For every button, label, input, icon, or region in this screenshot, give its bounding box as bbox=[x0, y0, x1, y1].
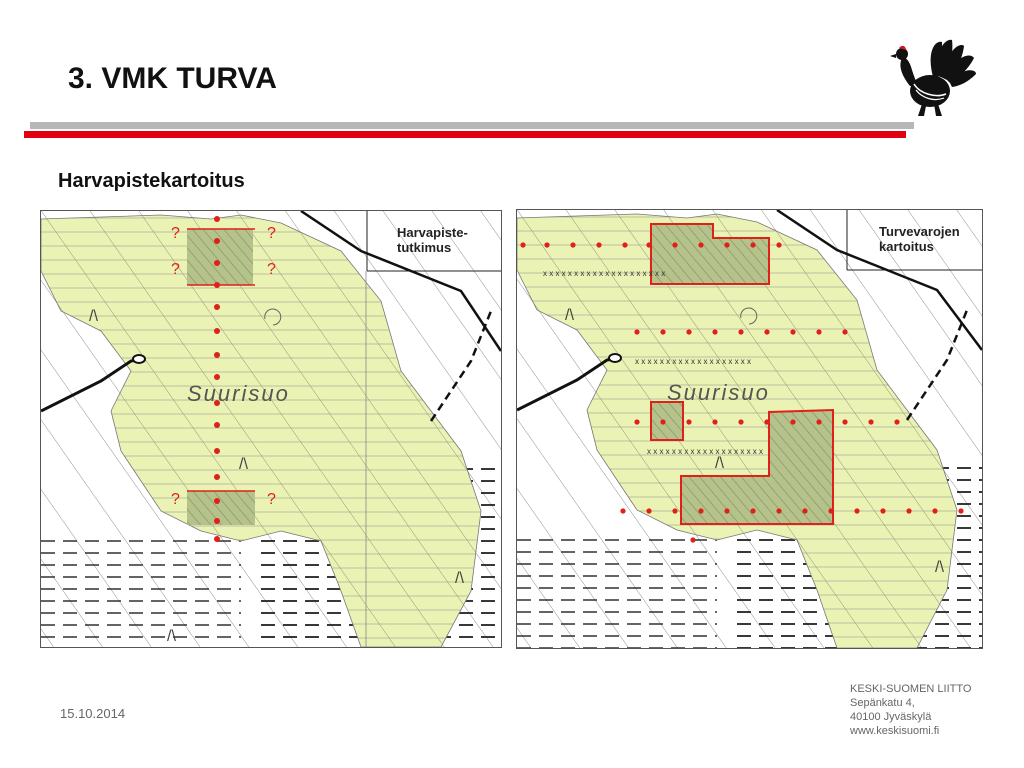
map-left-place-name: Suurisuo bbox=[187, 381, 290, 406]
question-marker: ? bbox=[171, 225, 180, 242]
svg-text:/\: /\ bbox=[89, 308, 98, 325]
question-marker: ? bbox=[267, 491, 276, 508]
map-turvevarojen-kartoitus bbox=[516, 209, 983, 649]
svg-text:x x x x x x x x x x x x x x x: x x x x x x x x x x x x x x x x x x x bbox=[635, 357, 752, 366]
svg-text:x x x x x x x x x x x x x x x: x x x x x x x x x x x x x x x x x x x bbox=[647, 447, 764, 456]
org-city: 40100 Jyväskylä bbox=[850, 711, 932, 723]
question-marker: ? bbox=[267, 261, 276, 278]
footer-date: 15.10.2014 bbox=[60, 706, 126, 721]
svg-text:x x x x x x x x x x x x x x x: x x x x x x x x x x x x x x x x x x x x bbox=[543, 269, 666, 278]
svg-text:/\: /\ bbox=[239, 456, 248, 473]
question-marker: ? bbox=[171, 491, 180, 508]
question-marker: ? bbox=[267, 225, 276, 242]
map-right-place-name: Suurisuo bbox=[667, 380, 770, 405]
map-harvapistetutkimus bbox=[40, 210, 502, 648]
svg-text:/\: /\ bbox=[935, 559, 944, 576]
org-name: KESKI-SUOMEN LIITTO bbox=[850, 683, 972, 695]
svg-text:/\: /\ bbox=[565, 307, 574, 324]
header-divider-gray bbox=[30, 122, 914, 129]
org-street: Sepänkatu 4, bbox=[850, 697, 915, 709]
svg-text:/\: /\ bbox=[455, 570, 464, 587]
svg-text:/\: /\ bbox=[715, 455, 724, 472]
map-right-label: Turvevarojen kartoitus bbox=[879, 224, 960, 254]
slide-title: 3. VMK TURVA bbox=[68, 62, 277, 95]
slide-subtitle: Harvapistekartoitus bbox=[58, 170, 245, 192]
svg-text:/\: /\ bbox=[167, 628, 176, 645]
header-divider-red bbox=[24, 131, 906, 138]
map-left-label: Harvapiste- tutkimus bbox=[397, 225, 468, 255]
question-marker: ? bbox=[171, 261, 180, 278]
capercaillie-logo-icon bbox=[888, 36, 978, 120]
org-website[interactable]: www.keskisuomi.fi bbox=[850, 725, 940, 737]
footer-organization bbox=[850, 682, 971, 738]
